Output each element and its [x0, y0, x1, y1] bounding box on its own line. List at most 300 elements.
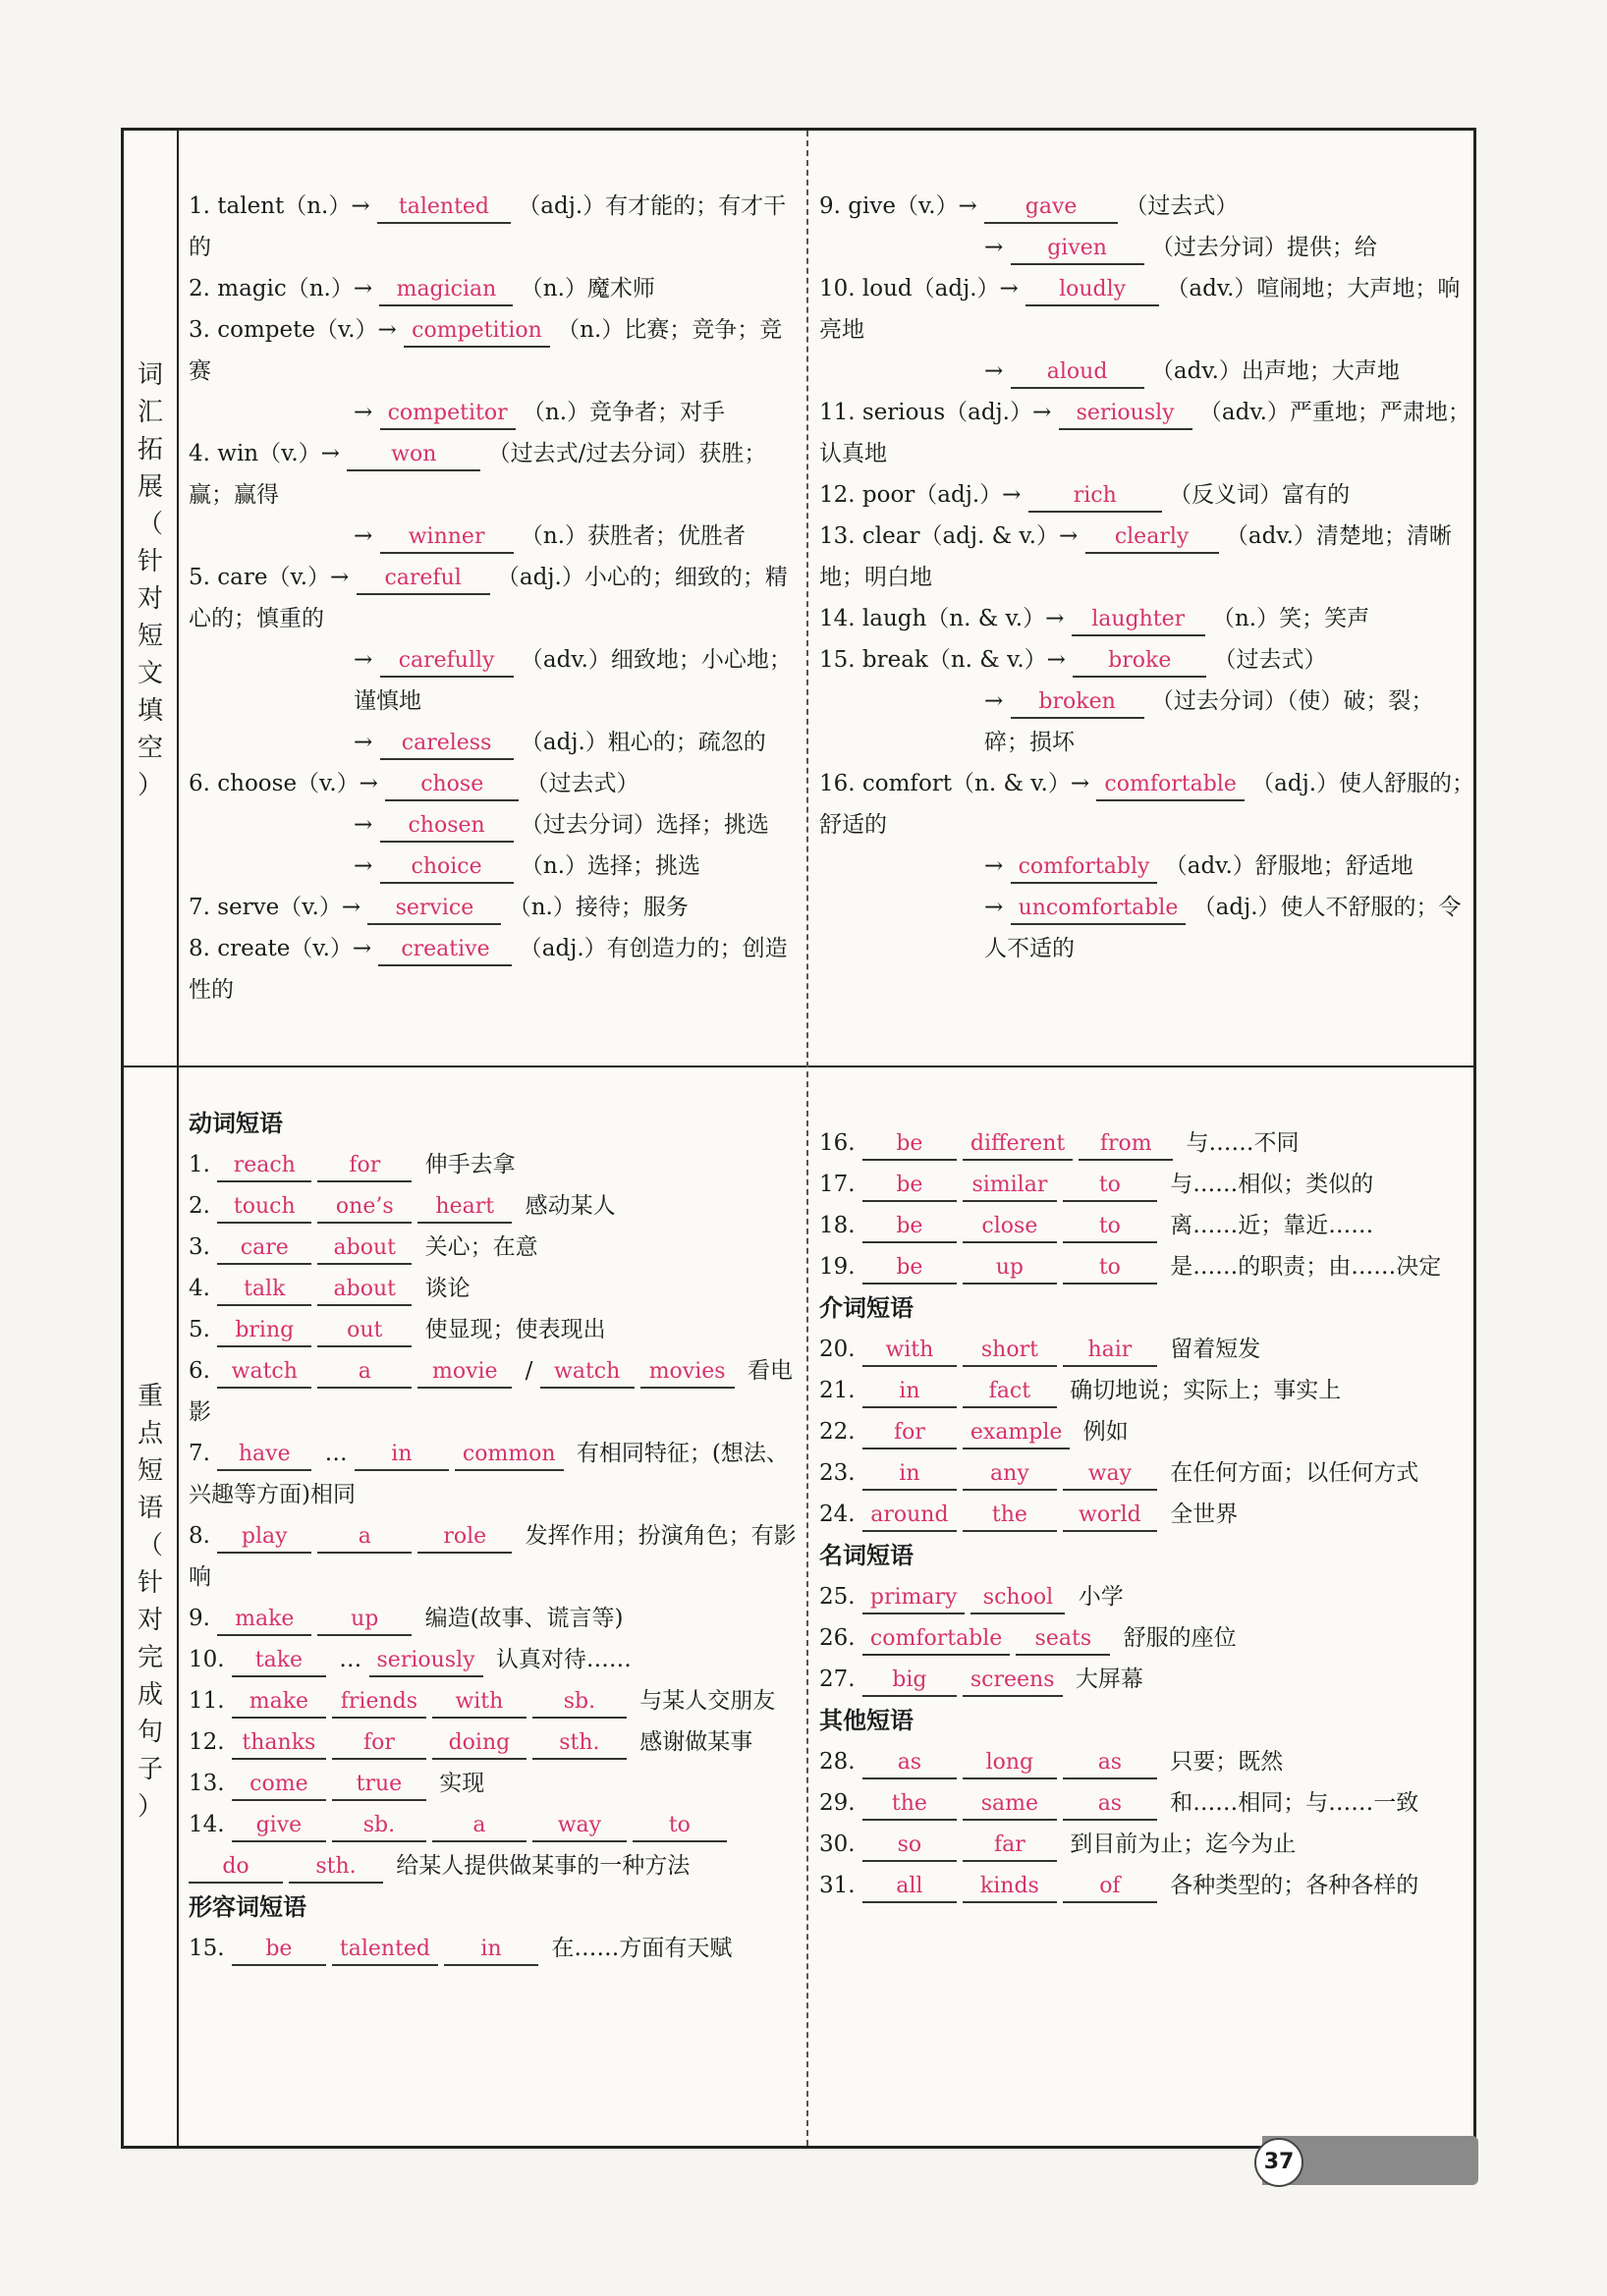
- vocab-answer: chose: [385, 770, 519, 801]
- vocab-answer: seriously: [1059, 399, 1192, 430]
- phrase-meaning: 伸手去拿: [417, 1152, 516, 1177]
- vocab-stem: 11. serious（adj.）→: [819, 400, 1059, 425]
- label-char: 对: [137, 1606, 163, 1635]
- vocab-stem: →: [354, 853, 380, 879]
- phrase-item: [189, 1227, 798, 1268]
- vocab-stem: 5. care（v.）→: [189, 565, 357, 590]
- phrase-item: [189, 1804, 798, 1886]
- vocab-gloss: （n.）魔术师: [513, 276, 655, 301]
- phrase-answer: comfortable: [862, 1624, 1010, 1656]
- phrase-answer: fact: [963, 1377, 1057, 1408]
- vocab-stem: 2. magic（n.）→: [189, 276, 380, 301]
- phrase-item: [819, 1122, 1468, 1164]
- phrase-answer: give: [232, 1811, 326, 1842]
- phrase-answer: up: [317, 1605, 412, 1636]
- vocab-item: [189, 804, 798, 846]
- vocab-item: [189, 763, 798, 804]
- phrase-meaning: 认真对待……: [488, 1647, 632, 1672]
- phrase-answer: to: [1063, 1253, 1157, 1285]
- vocab-answer: given: [1011, 234, 1144, 265]
- phrase-answer: as: [1063, 1789, 1157, 1821]
- vocab-gloss: （adj.）有创造力的；创造性的: [189, 936, 788, 1003]
- phrase-item: [819, 1824, 1468, 1865]
- phrase-meaning: 编造(故事、谎言等): [417, 1606, 624, 1631]
- vocab-gloss: （adv.）细致地；小心地；谨慎地: [354, 647, 792, 714]
- phrase-number: 24.: [819, 1502, 862, 1527]
- label-char: 重: [137, 1382, 163, 1411]
- phrase-meaning: 在……方面有天赋: [544, 1936, 733, 1961]
- phrase-separator: …: [331, 1647, 369, 1672]
- vocab-item: [189, 887, 798, 928]
- phrase-section-heading: 介词短语: [819, 1294, 914, 1322]
- vocab-answer: won: [347, 440, 480, 471]
- vocab-gloss: （过去分词）（使）破；裂；碎；损坏: [984, 688, 1434, 755]
- phrase-answer: similar: [963, 1171, 1057, 1202]
- phrase-number: 14.: [189, 1812, 232, 1837]
- phrase-item: [819, 1205, 1468, 1246]
- phrase-answer: to: [633, 1811, 727, 1842]
- vocab-gloss: （过去式/过去分词）获胜；赢；赢得: [189, 441, 767, 508]
- phrase-meaning: 给某人提供做某事的一种方法: [389, 1853, 691, 1879]
- phrase-number: 20.: [819, 1337, 862, 1362]
- phrase-meaning: 关心；在意: [417, 1234, 538, 1260]
- vocab-item: [819, 639, 1477, 681]
- label-char: ）: [137, 1792, 163, 1822]
- phrase-item: [189, 1639, 798, 1680]
- phrase-answer: be: [232, 1935, 326, 1966]
- vocab-answer: laughter: [1072, 605, 1205, 636]
- phrase-number: 2.: [189, 1193, 218, 1219]
- phrase-answer: around: [862, 1501, 957, 1532]
- phrase-item: [819, 1452, 1468, 1494]
- phrase-number: 18.: [819, 1213, 862, 1238]
- vocab-gloss: （adj.）有才能的；有才干的: [189, 193, 787, 260]
- vocab-right-column: [819, 186, 1477, 969]
- label-char: 短: [137, 1456, 163, 1486]
- phrase-number: 15.: [189, 1936, 232, 1961]
- vocab-item: [819, 351, 1477, 392]
- vocab-answer: winner: [380, 522, 514, 554]
- phrase-meaning: 到目前为止；迄今为止: [1062, 1831, 1297, 1857]
- phrase-answer: sth.: [289, 1852, 383, 1884]
- phrase-answer: any: [963, 1459, 1057, 1491]
- phrase-answer: different: [963, 1129, 1073, 1161]
- phrase-section-heading: 形容词短语: [189, 1893, 306, 1921]
- phrase-number: 11.: [189, 1688, 232, 1714]
- vocab-item: [189, 309, 798, 392]
- phrase-item: [189, 1268, 798, 1309]
- phrase-answer: close: [963, 1212, 1057, 1243]
- phrase-number: 26.: [819, 1625, 862, 1651]
- phrase-answer: doing: [432, 1728, 526, 1760]
- label-char: 短: [137, 622, 163, 651]
- label-char: 展: [137, 472, 163, 502]
- vocab-answer: service: [367, 894, 501, 925]
- phrase-number: 3.: [189, 1234, 218, 1260]
- phrase-answer: friends: [332, 1687, 426, 1719]
- phrase-number: 27.: [819, 1667, 862, 1692]
- vocab-item: [819, 887, 1477, 969]
- phrase-item: [819, 1246, 1468, 1287]
- vocab-item: [819, 474, 1477, 516]
- phrase-number: 9.: [189, 1606, 218, 1631]
- phrase-item: [189, 1433, 798, 1515]
- phrase-item: [189, 1350, 798, 1433]
- phrase-number: 8.: [189, 1523, 218, 1549]
- phrase-item: [819, 1411, 1468, 1452]
- phrase-item: [189, 1144, 798, 1185]
- phrase-answer: with: [862, 1336, 957, 1367]
- vocab-gloss: （过去式）: [519, 771, 639, 796]
- label-char: 语: [137, 1494, 163, 1523]
- phrase-answer: be: [862, 1212, 957, 1243]
- phrase-item: [819, 1329, 1468, 1370]
- vocab-gloss: （adv.）喧闹地；大声地；响亮地: [819, 276, 1461, 343]
- vocab-item: [819, 268, 1477, 351]
- vocab-answer: choice: [380, 852, 514, 884]
- phrase-item: [819, 1782, 1468, 1824]
- phrase-number: 4.: [189, 1276, 218, 1301]
- vocab-stem: →: [354, 647, 380, 673]
- phrase-answer: thanks: [232, 1728, 326, 1760]
- vocab-gloss: （n.）笑；笑声: [1204, 606, 1370, 631]
- phrase-answer: talented: [332, 1935, 438, 1966]
- phrase-meaning: 舒服的座位: [1116, 1625, 1237, 1651]
- vocab-stem: →: [984, 358, 1011, 384]
- vocab-answer: aloud: [1011, 357, 1144, 389]
- phrase-item: [189, 1722, 798, 1763]
- vocab-answer: chosen: [380, 811, 514, 843]
- vocab-item: [819, 763, 1477, 846]
- vocab-item: [819, 598, 1477, 639]
- phrase-answer: kinds: [963, 1872, 1057, 1903]
- phrase-item: [819, 1617, 1468, 1659]
- vocab-gloss: （adj.）小心的；细致的；精心的；慎重的: [189, 565, 788, 631]
- phrase-answer: one’s: [317, 1192, 412, 1224]
- phrase-answer: for: [862, 1418, 957, 1449]
- vocab-answer: competition: [404, 316, 550, 348]
- phrase-item: [189, 1185, 798, 1227]
- vocab-stem: 14. laugh（n. & v.）→: [819, 606, 1072, 631]
- phrase-item: [189, 1763, 798, 1804]
- phrase-item: [819, 1164, 1468, 1205]
- phrase-answer: about: [317, 1275, 412, 1306]
- vocab-gloss: （adj.）使人不舒服的；令人不适的: [984, 895, 1462, 961]
- phrase-number: 25.: [819, 1584, 862, 1610]
- vocab-gloss: （n.）竞争者；对手: [515, 400, 726, 425]
- phrase-meaning: 与……不同: [1179, 1130, 1300, 1156]
- phrase-answer: sth.: [532, 1728, 627, 1760]
- phrase-section-heading: 动词短语: [189, 1110, 283, 1137]
- vocab-item: [189, 928, 798, 1011]
- phrase-answer: make: [232, 1687, 326, 1719]
- phrase-answer: do: [189, 1852, 283, 1884]
- phrase-answer: out: [317, 1316, 412, 1347]
- phrase-meaning: 例如: [1076, 1419, 1129, 1445]
- vocab-stem: 7. serve（v.）→: [189, 895, 368, 920]
- vocab-gloss: （反义词）富有的: [1161, 482, 1351, 508]
- phrase-answer: of: [1063, 1872, 1157, 1903]
- phrase-answer: seats: [1016, 1624, 1110, 1656]
- phrase-answer: for: [332, 1728, 426, 1760]
- label-char: 成: [137, 1680, 163, 1710]
- phrase-meaning: 全世界: [1162, 1502, 1239, 1527]
- vocab-answer: carefully: [380, 646, 514, 678]
- phrase-answer: talk: [217, 1275, 311, 1306]
- vocab-item: [189, 268, 798, 309]
- label-char: 空: [137, 734, 163, 763]
- phrase-answer: short: [963, 1336, 1057, 1367]
- phrase-answer: bring: [217, 1316, 311, 1347]
- phrase-number: 16.: [819, 1130, 862, 1156]
- vocab-gloss: （过去分词）提供；给: [1143, 235, 1377, 260]
- phrase-answer: heart: [417, 1192, 512, 1224]
- phrase-item: [819, 1576, 1468, 1617]
- phrase-answer: watch: [217, 1357, 311, 1389]
- phrase-number: 22.: [819, 1419, 862, 1445]
- vocab-item: [189, 516, 798, 557]
- vocab-gloss: （n.）获胜者；优胜者: [513, 523, 747, 549]
- vocab-stem: 3. compete（v.）→: [189, 317, 405, 343]
- phrase-answer: so: [862, 1831, 957, 1862]
- phrase-number: 31.: [819, 1873, 862, 1898]
- vocab-stem: →: [984, 235, 1011, 260]
- phrase-answer: to: [1063, 1171, 1157, 1202]
- phrase-answer: in: [862, 1377, 957, 1408]
- phrase-answer: movie: [417, 1357, 512, 1389]
- label-char: 汇: [137, 398, 163, 427]
- vocab-stem: 6. choose（v.）→: [189, 771, 386, 796]
- phrase-answer: as: [1063, 1748, 1157, 1779]
- vocab-item: [189, 433, 798, 516]
- vocab-item: [189, 639, 798, 722]
- phrase-separator: /: [518, 1358, 540, 1384]
- phrase-answer: far: [963, 1831, 1057, 1862]
- phrase-answer: way: [532, 1811, 627, 1842]
- vocab-item: [189, 186, 798, 268]
- phrase-answer: a: [317, 1522, 412, 1554]
- phrase-number: 6.: [189, 1358, 218, 1384]
- label-char: 填: [137, 696, 163, 726]
- phrase-number: 30.: [819, 1831, 862, 1857]
- vocab-gloss: （过去分词）选择；挑选: [513, 812, 769, 838]
- phrase-answer: to: [1063, 1212, 1157, 1243]
- phrase-answer: world: [1063, 1501, 1157, 1532]
- phrase-item: [189, 1928, 798, 1969]
- vocab-stem: →: [354, 400, 380, 425]
- vocab-answer: careful: [357, 564, 490, 595]
- label-char: （: [137, 1531, 163, 1560]
- column-divider: [806, 131, 808, 2146]
- phrase-section-heading: 其他短语: [819, 1707, 914, 1734]
- section-divider: [124, 1066, 1473, 1067]
- phrase-answer: a: [317, 1357, 412, 1389]
- vocab-stem: 10. loud（adj.）→: [819, 276, 1026, 301]
- phrase-meaning: 实现: [431, 1771, 485, 1796]
- phrase-meaning: 使显现；使表现出: [417, 1317, 606, 1342]
- label-char: 词: [137, 360, 163, 390]
- phrase-answer: be: [862, 1129, 957, 1161]
- vocab-gloss: （adv.）严重地；严肃地；认真地: [819, 400, 1470, 466]
- vocab-stem: →: [984, 853, 1011, 879]
- vocab-item: [819, 516, 1477, 598]
- phrase-number: 1.: [189, 1152, 218, 1177]
- phrase-meaning: 与……相似；类似的: [1162, 1172, 1374, 1197]
- phrase-answer: be: [862, 1253, 957, 1285]
- phrase-answer: care: [217, 1233, 311, 1265]
- phrase-answer: up: [963, 1253, 1057, 1285]
- vocab-stem: →: [984, 688, 1011, 714]
- phrase-number: 28.: [819, 1749, 862, 1775]
- vocab-item: [189, 722, 798, 763]
- phrase-number: 19.: [819, 1254, 862, 1280]
- vocab-stem: 15. break（n. & v.）→: [819, 647, 1074, 673]
- phrase-answer: come: [232, 1770, 326, 1801]
- vocab-stem: 12. poor（adj.）→: [819, 482, 1028, 508]
- label-char: 针: [137, 547, 163, 576]
- phrase-meaning: 离……近；靠近……: [1162, 1213, 1374, 1238]
- phrase-answer: all: [862, 1872, 957, 1903]
- phrase-number: 5.: [189, 1317, 218, 1342]
- phrase-answer: long: [963, 1748, 1057, 1779]
- phrase-answer: true: [332, 1770, 426, 1801]
- phrase-answer: same: [963, 1789, 1057, 1821]
- phrase-answer: in: [444, 1935, 538, 1966]
- phrase-meaning: 与某人交朋友: [632, 1688, 776, 1714]
- label-char: 针: [137, 1568, 163, 1598]
- phrase-right-column: [819, 1122, 1468, 1906]
- phrase-number: 12.: [189, 1729, 232, 1755]
- phrase-answer: screens: [963, 1666, 1063, 1697]
- vocab-answer: broken: [1011, 687, 1144, 719]
- label-char: 对: [137, 584, 163, 614]
- vocab-answer: magician: [379, 275, 513, 306]
- phrase-section-heading: 名词短语: [819, 1542, 914, 1569]
- label-char: 文: [137, 659, 163, 688]
- phrase-answer: common: [455, 1440, 564, 1471]
- vocab-item: [189, 846, 798, 887]
- phrase-number: 17.: [819, 1172, 862, 1197]
- phrase-meaning: 各种类型的；各种各样的: [1162, 1873, 1419, 1898]
- phrase-section-label: [124, 1378, 177, 1826]
- vocab-gloss: （adv.）出声地；大声地: [1143, 358, 1400, 384]
- phrase-answer: make: [217, 1605, 311, 1636]
- vocab-answer: competitor: [380, 399, 516, 430]
- vocab-stem: 1. talent（n.）→: [189, 193, 377, 219]
- phrase-meaning: 看电影: [189, 1358, 793, 1425]
- vocab-answer: clearly: [1085, 522, 1219, 554]
- vocab-answer: loudly: [1025, 275, 1159, 306]
- vocab-item: [189, 557, 798, 639]
- phrase-number: 7.: [189, 1441, 218, 1466]
- phrase-answer: primary: [862, 1583, 966, 1614]
- page-number: 37: [1254, 2138, 1303, 2187]
- phrase-answer: role: [417, 1522, 512, 1554]
- vocab-left-column: [189, 186, 798, 1011]
- vocab-answer: comfortable: [1096, 770, 1244, 801]
- vocab-item: [819, 681, 1477, 763]
- phrase-answer: example: [963, 1418, 1071, 1449]
- vocab-gloss: （adv.）清楚地；清晰地；明白地: [819, 523, 1452, 590]
- vocab-item: [819, 392, 1477, 474]
- phrase-answer: seriously: [369, 1646, 483, 1677]
- phrase-answer: touch: [217, 1192, 311, 1224]
- vocab-stem: 8. create（v.）→: [189, 936, 379, 961]
- vocab-item: [819, 186, 1477, 227]
- phrase-answer: have: [217, 1440, 311, 1471]
- label-char: 完: [137, 1643, 163, 1672]
- vocab-stem: →: [354, 812, 380, 838]
- vocab-gloss: （n.）比赛；竞争；竞赛: [189, 317, 783, 384]
- vocab-stem: →: [354, 730, 380, 755]
- phrase-meaning: 确切地说；实际上；事实上: [1062, 1378, 1342, 1403]
- label-char: （: [137, 510, 163, 539]
- phrase-answer: movies: [640, 1357, 735, 1389]
- phrase-answer: a: [432, 1811, 526, 1842]
- phrase-separator: …: [317, 1441, 355, 1466]
- vocab-item: [819, 227, 1477, 268]
- vocab-answer: broke: [1073, 646, 1206, 678]
- vocab-gloss: （adj.）粗心的；疏忽的: [513, 730, 766, 755]
- phrase-answer: reach: [217, 1151, 311, 1182]
- label-char: 子: [137, 1755, 163, 1784]
- phrase-meaning: 感谢做某事: [632, 1729, 753, 1755]
- vocab-answer: rich: [1028, 481, 1162, 513]
- phrase-answer: the: [963, 1501, 1057, 1532]
- phrase-item: [819, 1494, 1468, 1535]
- vocab-gloss: （过去式）: [1206, 647, 1327, 673]
- phrase-answer: play: [217, 1522, 311, 1554]
- phrase-answer: hair: [1063, 1336, 1157, 1367]
- phrase-answer: the: [862, 1789, 957, 1821]
- phrase-answer: with: [432, 1687, 526, 1719]
- phrase-meaning: 发挥作用；扮演角色；有影响: [189, 1523, 797, 1590]
- vocab-item: [819, 846, 1477, 887]
- phrase-answer: way: [1063, 1459, 1157, 1491]
- phrase-answer: in: [355, 1440, 449, 1471]
- phrase-answer: about: [317, 1233, 412, 1265]
- vocab-answer: uncomfortable: [1011, 894, 1187, 925]
- vocab-section-label: [124, 356, 177, 804]
- vocab-stem: 9. give（v.）→: [819, 193, 985, 219]
- phrase-item: [819, 1370, 1468, 1411]
- phrase-item: [819, 1741, 1468, 1782]
- vocab-answer: careless: [380, 729, 514, 760]
- phrase-meaning: 和……相同；与……一致: [1162, 1790, 1419, 1816]
- vocab-item: [189, 392, 798, 433]
- vocab-stem: →: [984, 895, 1011, 920]
- label-char: 点: [137, 1419, 163, 1449]
- vocab-stem: 4. win（v.）→: [189, 441, 348, 466]
- label-char: 句: [137, 1718, 163, 1747]
- vocab-gloss: （n.）选择；挑选: [513, 853, 701, 879]
- phrase-number: 23.: [819, 1460, 862, 1486]
- vocab-gloss: （adj.）使人舒服的；舒适的: [819, 771, 1475, 838]
- phrase-answer: watch: [540, 1357, 635, 1389]
- vocab-stem: →: [354, 523, 380, 549]
- phrase-item: [189, 1598, 798, 1639]
- page-frame: [121, 128, 1476, 2149]
- vocab-answer: creative: [378, 935, 512, 966]
- vocab-gloss: （adv.）舒服地；舒适地: [1157, 853, 1413, 879]
- phrase-answer: big: [862, 1666, 957, 1697]
- phrase-meaning: 大屏幕: [1068, 1667, 1143, 1692]
- phrase-meaning: 只要；既然: [1162, 1749, 1284, 1775]
- vocab-answer: gave: [984, 192, 1118, 224]
- phrase-answer: from: [1079, 1129, 1173, 1161]
- phrase-meaning: 有相同特征；(想法、兴趣等方面)相同: [189, 1441, 789, 1507]
- phrase-number: 13.: [189, 1771, 232, 1796]
